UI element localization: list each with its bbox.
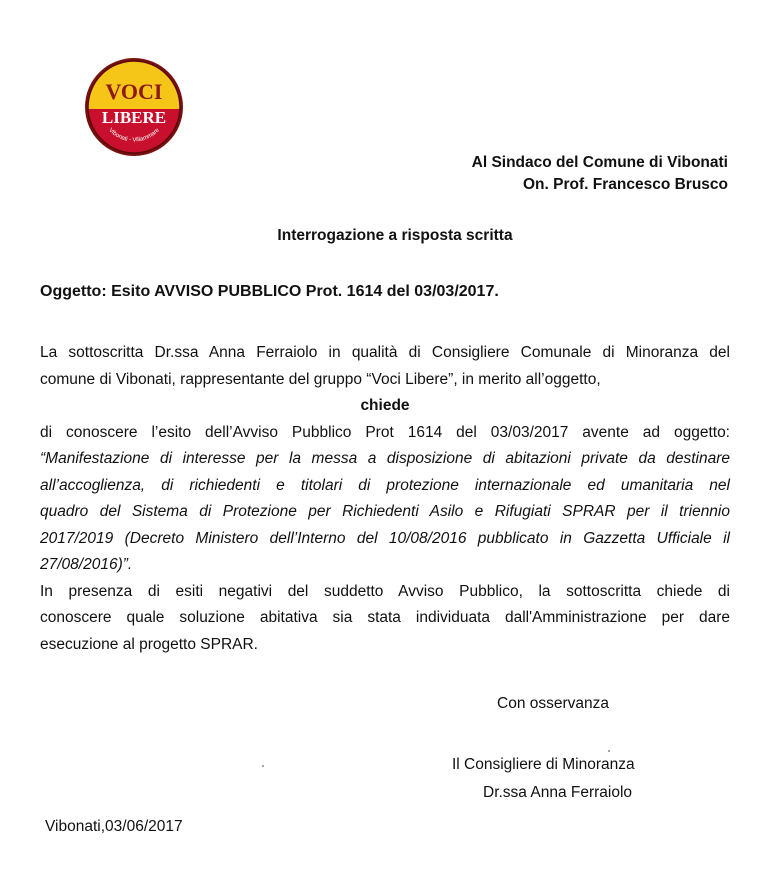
voci-libere-logo (84, 57, 184, 157)
addressee-line-2: On. Prof. Francesco Brusco (523, 176, 728, 193)
paragraph-1-line-1: La sottoscritta Dr.ssa Anna Ferraiolo in qualità di Consigliere Comunale di Minoranza del (40, 344, 730, 361)
signature-name: Dr.ssa Anna Ferraiolo (483, 784, 633, 801)
paragraph-2-intro: di conoscere l’esito dell’Avviso Pubblico Prot 1614 del 03/03/2017 avente ad oggetto: (40, 423, 730, 441)
document-body (40, 340, 730, 658)
addressee-block (472, 152, 728, 196)
logo-seal-icon (84, 57, 184, 157)
quote-line-3: quadro del Sistema di Protezione per Richiedenti Asilo e Rifugiati SPRAR per il triennio (40, 503, 730, 520)
place-date: Vibonati,03/06/2017 (45, 818, 183, 835)
subject-line: Oggetto: Esito AVVISO PUBBLICO Prot. 1614 del 03/03/2017. (40, 283, 499, 300)
logo-voci-text: VOCI (105, 79, 163, 104)
request-word: chiede (360, 397, 410, 414)
quote-line-1: “Manifestazione di interesse per la messa a disposizione di abitazioni private da destinare (40, 450, 730, 467)
logo-ring-text: Vibonati - Villammare (107, 127, 161, 144)
paragraph-3-line-2: conoscere quale soluzione abitativa sia stata individuata dall'Amministrazione per dare (40, 609, 730, 626)
quote-line-5: 27/08/2016)”. (40, 556, 133, 573)
scan-speck (608, 750, 610, 752)
document-heading: Interrogazione a risposta scritta (277, 227, 513, 244)
quote-line-4: 2017/2019 (Decreto Ministero dell’Interno del 10/08/2016 pubblicato in Gazzetta Ufficiale il (40, 529, 730, 547)
logo-libere-text: LIBERE (101, 108, 167, 127)
addressee-line-1: Al Sindaco del Comune di Vibonati (471, 154, 728, 171)
quote-line-2: all’accoglienza, di richiedenti e titolari di protezione internazionale ed umanitaria nel (40, 476, 730, 494)
paragraph-1-line-2: comune di Vibonati, rappresentante del gruppo “Voci Libere”, in merito all’oggetto, (40, 370, 601, 388)
scan-speck (262, 765, 264, 767)
paragraph-3-line-1: In presenza di esiti negativi del suddetto Avviso Pubblico, la sottoscritta chiede di (40, 582, 730, 600)
paragraph-3-line-3: esecuzione al progetto SPRAR. (40, 635, 258, 653)
closing-salutation: Con osservanza (497, 695, 610, 712)
signature-role: Il Consigliere di Minoranza (452, 756, 635, 773)
